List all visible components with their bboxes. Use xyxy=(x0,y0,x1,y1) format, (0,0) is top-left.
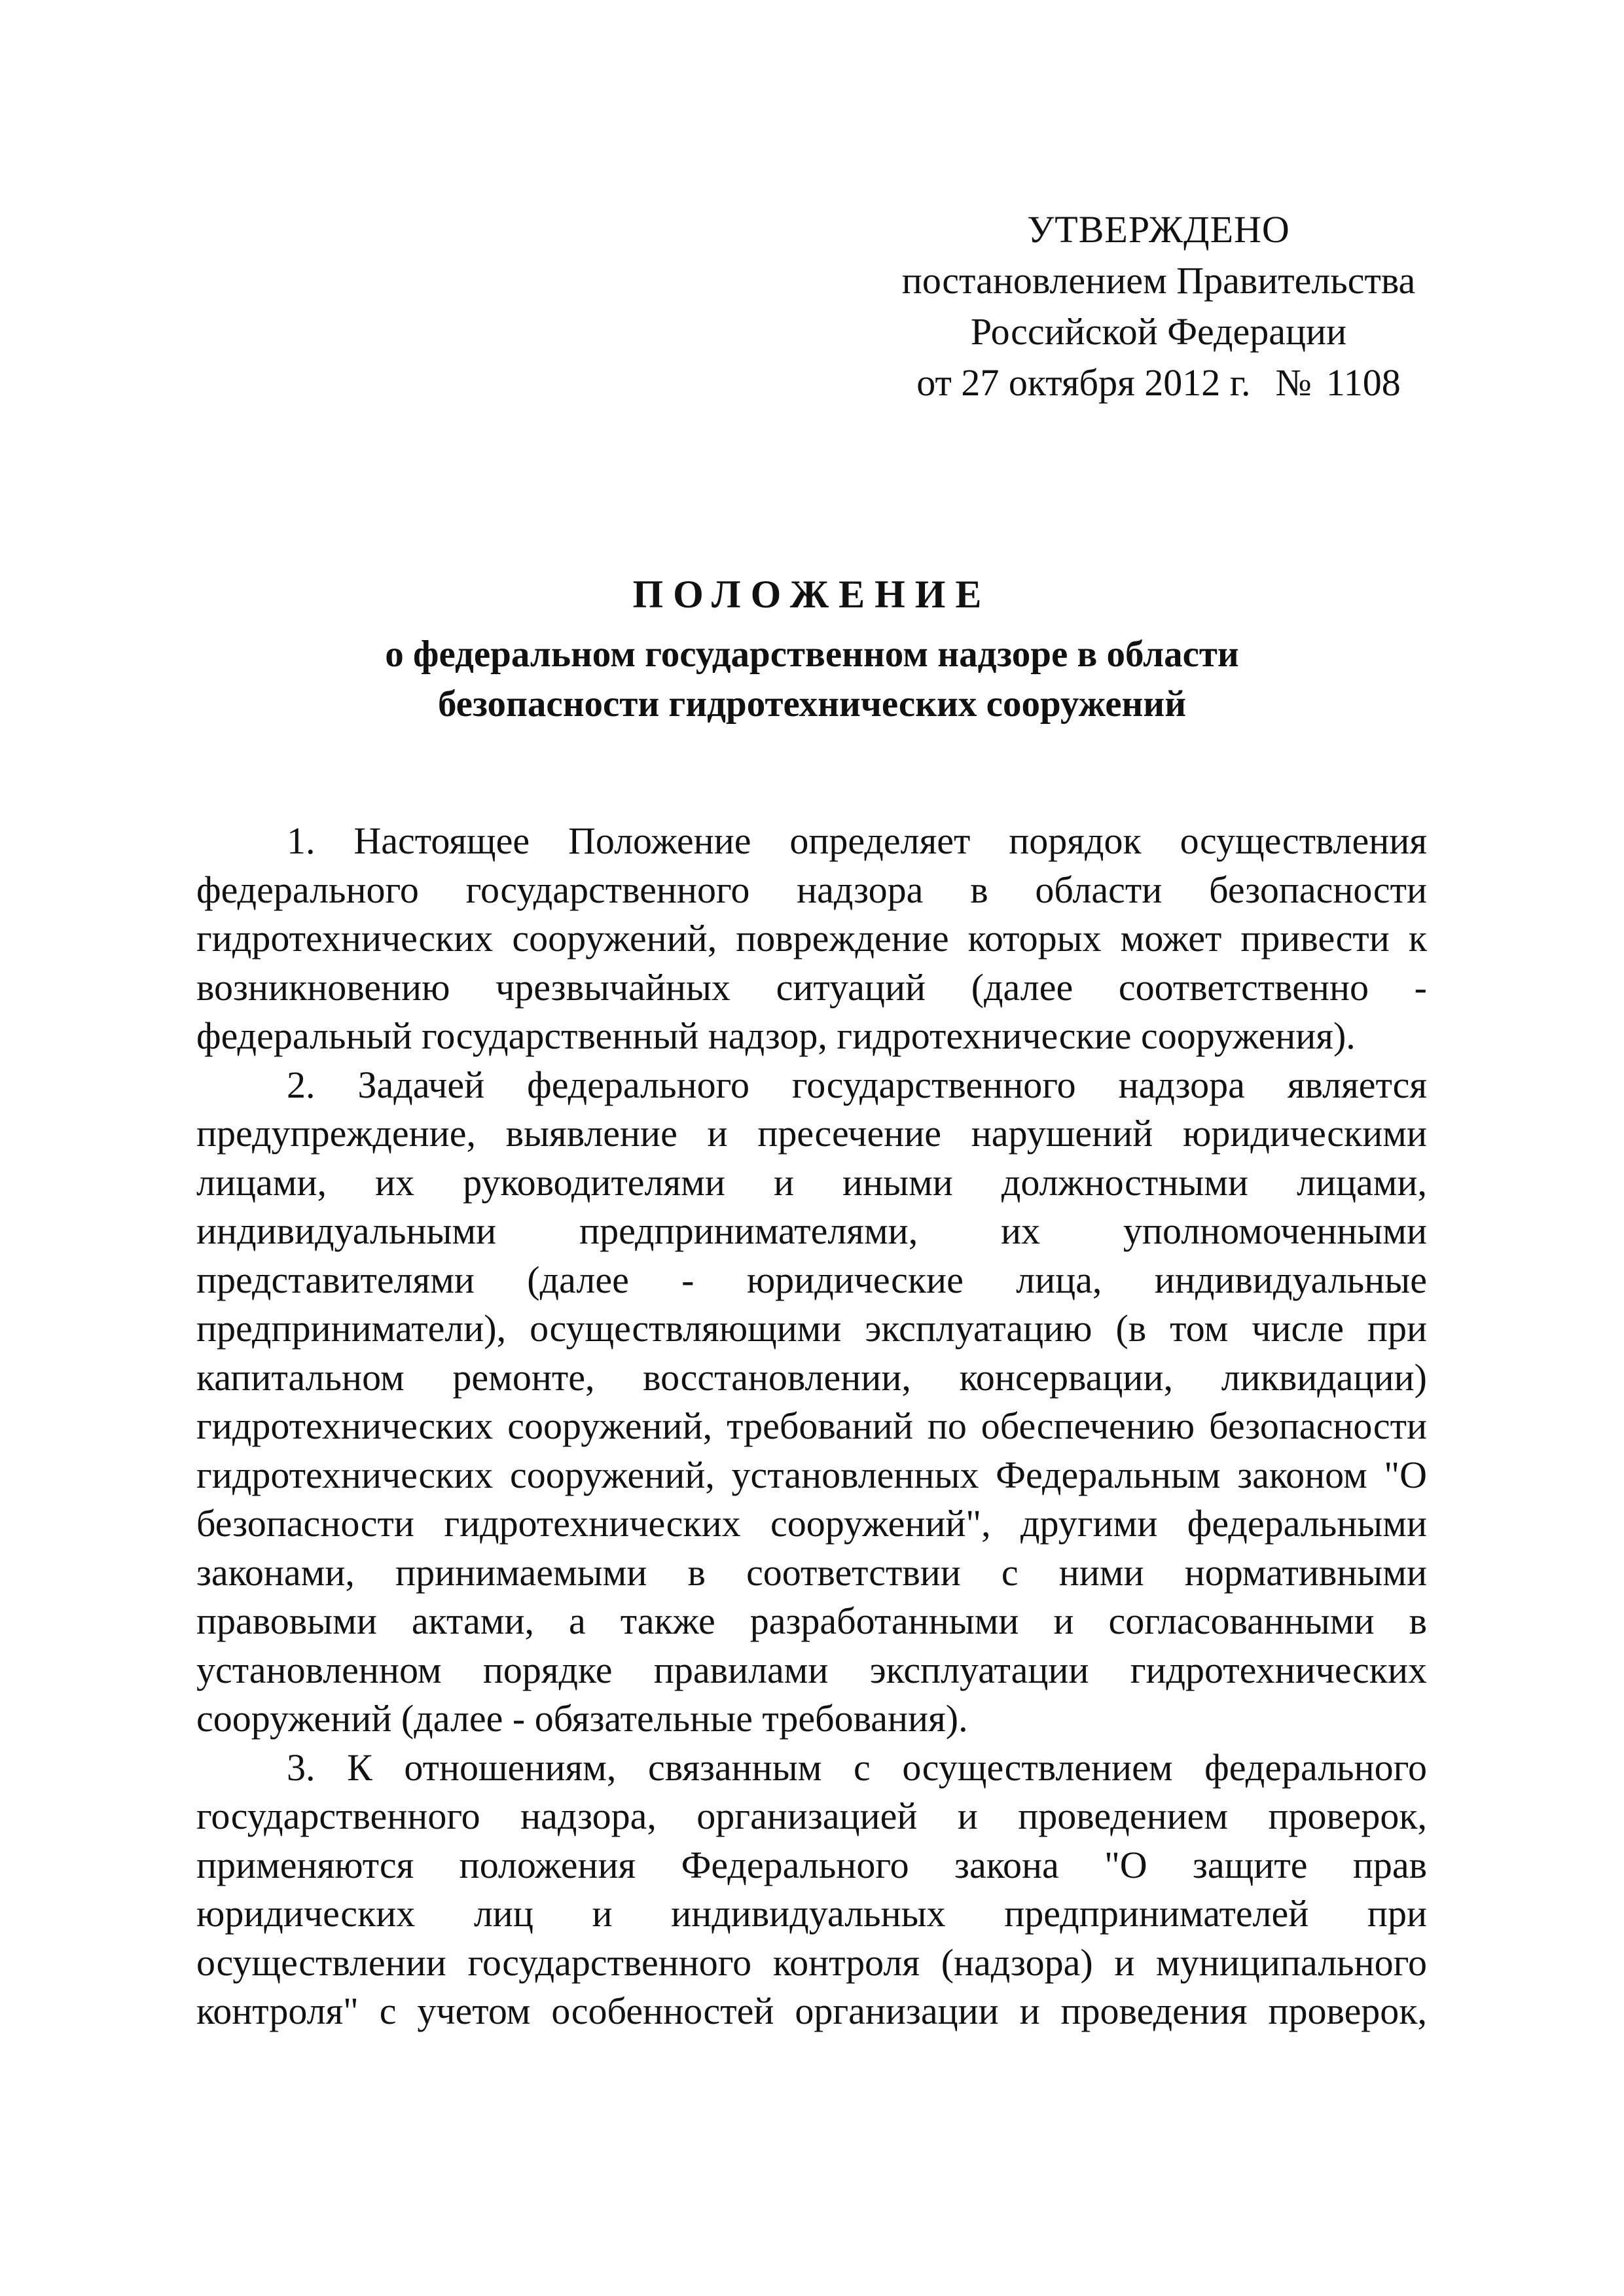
approval-date: от 27 октября 2012 г. xyxy=(916,361,1251,404)
document-subtitle-line-2: безопасности гидротехнических сооружений xyxy=(437,683,1187,725)
approval-number-sign: № xyxy=(1275,361,1312,404)
document-subtitle xyxy=(131,630,1493,729)
approval-heading: УТВЕРЖДЕНО xyxy=(1027,208,1290,251)
document-subtitle-line-1: о федеральном государственном надзоре в области xyxy=(385,634,1239,675)
paragraph-2: 2. Задачей федерального государственного надзора является предупреждение, выявление и пресечение нарушений юридическими лицами, их руководителями и иными должностными лицами, индивидуальными предпринимателями, их уполномоченными представителями (далее - юридические лица, индивидуальные предприниматели), осуществляющими эксплуатацию (в том числе при капитальном ремонте, восстановлении, консервации, ликвидации) гидротехнических сооружений, требований по обеспечению безопасности гидротехнических сооружений, установленных Федеральным законом "О безопасности гидротехнических сооружений", другими федеральными законами, принимаемыми в соответствии с ними нормативными правовыми актами, а также разработанными и согласованными в установленном порядке правилами эксплуатации гидротехнических сооружений (далее - обязательные требования). xyxy=(196,1063,1427,1740)
document-title: ПОЛОЖЕНИЕ xyxy=(632,573,992,616)
approval-resolution-line: постановлением Правительства xyxy=(901,259,1416,302)
document-body xyxy=(196,817,1427,2036)
approval-government-line: Российской Федерации xyxy=(970,310,1347,353)
approval-date-number-line xyxy=(844,357,1473,408)
approval-block xyxy=(844,204,1473,408)
paragraph-3: 3. К отношениям, связанным с осуществлением федерального государственного надзора, организацией и проведением проверок, применяются положения Федерального закона "О защите прав юридических лиц и индивидуальных предпринимателей при осуществлении государственного контроля (надзора) и муниципального контроля" с учетом особенностей организации и проведения проверок, xyxy=(196,1746,1427,2032)
paragraph-1: 1. Настоящее Положение определяет порядок осуществления федерального государственного надзора в области безопасности гидротехнических сооружений, повреждение которых может привести к возникновению чрезвычайных ситуаций (далее соответственно - федеральный государственный надзор, гидротехнические сооружения). xyxy=(196,819,1427,1057)
approval-number: 1108 xyxy=(1326,361,1401,404)
